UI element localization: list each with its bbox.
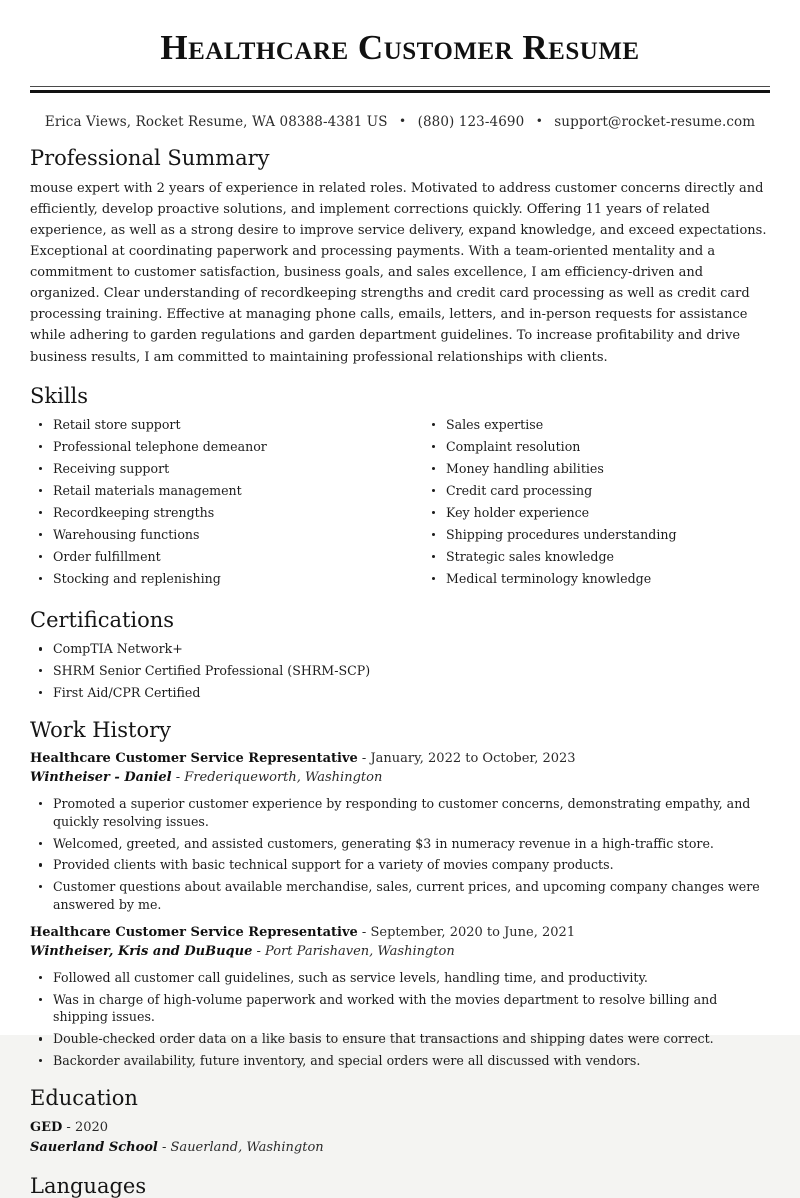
contact-email: support@rocket-resume.com xyxy=(554,114,756,130)
contact-address: Erica Views, Rocket Resume, WA 08388-4381 US xyxy=(44,114,388,130)
skills-column-left xyxy=(30,416,400,593)
list-item: Receiving support xyxy=(30,460,400,478)
certifications-list xyxy=(30,640,770,702)
divider-thick-line xyxy=(30,90,770,93)
skills-column-right xyxy=(400,416,770,593)
skills-list-left xyxy=(30,416,400,588)
contact-phone: (880) 123-4690 xyxy=(417,114,525,130)
job-title: Healthcare Customer Service Representative xyxy=(30,925,358,941)
job-employer-line xyxy=(30,943,770,962)
list-item: CompTIA Network+ xyxy=(30,640,770,658)
list-item: Followed all customer call guidelines, such as service levels, handling time, and productivity. xyxy=(30,969,770,987)
skills-columns xyxy=(30,416,770,593)
job-employer-dash: - xyxy=(171,769,185,785)
list-item: Medical terminology knowledge xyxy=(423,570,770,588)
section-heading-summary: Professional Summary xyxy=(30,146,270,170)
section-heading-languages: Languages xyxy=(30,1174,147,1198)
section-skills xyxy=(30,384,770,593)
section-languages xyxy=(30,1174,770,1198)
contact-line xyxy=(30,114,770,130)
list-item: Warehousing functions xyxy=(30,526,400,544)
job-location: Port Parishaven, Washington xyxy=(265,943,455,959)
list-item: Customer questions about available merchandise, sales, current prices, and upcoming company changes were answered by me. xyxy=(30,878,770,914)
section-education xyxy=(30,1086,770,1157)
section-certifications xyxy=(30,608,770,702)
job-header-line xyxy=(30,924,770,943)
job-title-dash: - xyxy=(357,751,371,767)
contact-separator-1: • xyxy=(399,114,407,128)
education-location: Sauerland, Washington xyxy=(170,1139,324,1155)
header-divider xyxy=(30,86,770,93)
education-school-dash: - xyxy=(157,1139,171,1155)
work-history-entry xyxy=(30,750,770,914)
summary-paragraph: mouse expert with 2 years of experience in related roles. Motivated to address customer concerns directly and efficiently, develop proactive solutions, and implement corrections quickly. Offering 11 years of related experience, as well as a strong desire to improve service delivery, expand knowledge, and exceed expectations. Exceptional at coordinating paperwork and processing payments. With a team-oriented mentality and a commitment to customer satisfaction, business goals, and sales excellence, I am efficiency-driven and organized. Clear understanding of recordkeeping strengths and credit card processing as well as credit card processing training. Effective at managing phone calls, emails, letters, and in-person requests for assistance while adhering to garden regulations and garden department guidelines. To increase profitability and drive business results, I am committed to maintaining professional relationships with clients. xyxy=(30,181,767,365)
job-location: Frederiqueworth, Washington xyxy=(184,769,383,785)
section-heading-education: Education xyxy=(30,1086,138,1111)
job-dates: September, 2020 to June, 2021 xyxy=(370,925,576,941)
education-year: 2020 xyxy=(74,1120,109,1136)
list-item: Recordkeeping strengths xyxy=(30,504,400,522)
section-work-history xyxy=(30,718,770,1070)
job-employer: Wintheiser - Daniel xyxy=(30,769,172,785)
job-title: Healthcare Customer Service Representative xyxy=(30,751,358,767)
list-item: Was in charge of high-volume paperwork and worked with the movies department to resolve billing and shipping issues. xyxy=(30,991,770,1027)
list-item: Strategic sales knowledge xyxy=(423,548,770,566)
job-employer-line xyxy=(30,769,770,788)
section-professional-summary xyxy=(30,146,770,368)
education-degree-line xyxy=(30,1118,770,1138)
list-item: Professional telephone demeanor xyxy=(30,438,400,456)
list-item: SHRM Senior Certified Professional (SHRM-SCP) xyxy=(30,662,770,680)
education-degree-dash: - xyxy=(62,1120,75,1136)
page-title: Healthcare Customer Resume xyxy=(160,28,640,67)
job-employer: Wintheiser, Kris and DuBuque xyxy=(30,943,253,959)
list-item: First Aid/CPR Certified xyxy=(30,684,770,702)
list-item: Sales expertise xyxy=(423,416,770,434)
job-dates: January, 2022 to October, 2023 xyxy=(370,751,576,767)
section-heading-certifications: Certifications xyxy=(30,608,175,633)
list-item: Backorder availability, future inventory, and special orders were all discussed with vendors. xyxy=(30,1052,770,1070)
job-bullet-list xyxy=(30,969,770,1070)
list-item: Shipping procedures understanding xyxy=(423,526,770,544)
list-item: Double-checked order data on a like basis to ensure that transactions and shipping dates were correct. xyxy=(30,1030,770,1048)
work-history-entry xyxy=(30,924,770,1070)
education-school-line xyxy=(30,1138,770,1158)
job-bullet-list xyxy=(30,795,770,914)
list-item: Welcomed, greeted, and assisted customers, generating $3 in numeracy revenue in a high-traffic store. xyxy=(30,835,770,853)
contact-separator-2: • xyxy=(535,114,543,128)
section-heading-work-history: Work History xyxy=(30,717,172,742)
list-item: Order fulfillment xyxy=(30,548,400,566)
education-degree: GED xyxy=(30,1120,63,1136)
list-item: Provided clients with basic technical support for a variety of movies company products. xyxy=(30,856,770,874)
job-header-line xyxy=(30,750,770,769)
list-item: Money handling abilities xyxy=(423,460,770,478)
section-heading-skills: Skills xyxy=(30,383,89,408)
list-item: Stocking and replenishing xyxy=(30,570,400,588)
job-title-dash: - xyxy=(357,925,371,941)
list-item: Promoted a superior customer experience by responding to customer concerns, demonstrating empathy, and quickly resolving issues. xyxy=(30,795,770,831)
list-item: Retail store support xyxy=(30,416,400,434)
education-school: Sauerland School xyxy=(30,1139,158,1155)
list-item: Retail materials management xyxy=(30,482,400,500)
skills-list-right xyxy=(423,416,770,588)
list-item: Credit card processing xyxy=(423,482,770,500)
job-employer-dash: - xyxy=(252,943,266,959)
list-item: Complaint resolution xyxy=(423,438,770,456)
list-item: Key holder experience xyxy=(423,504,770,522)
